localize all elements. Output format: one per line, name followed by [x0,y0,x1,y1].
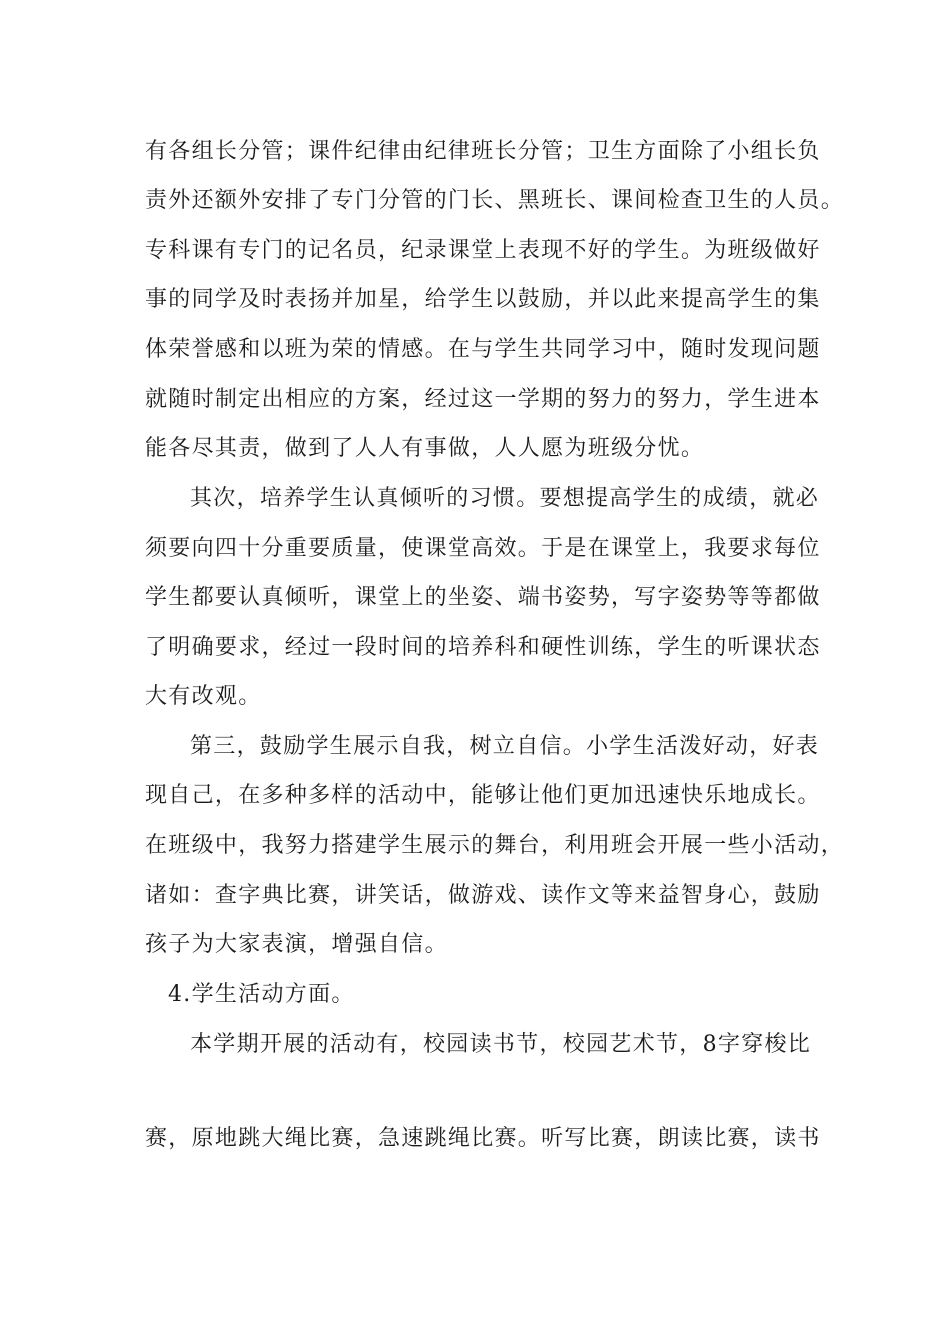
paragraph-start-line: 其次，培养学生认真倾听的习惯。要想提高学生的成绩，就必 [190,486,820,511]
text-line: 有各组长分管；课件纪律由纪律班长分管；卫生方面除了小组长负 [145,139,821,164]
paragraph-start-line: 第三，鼓励学生展示自我，树立自信。小学生活泼好动，好表 [190,734,820,759]
section-heading: 4.学生活动方面。 [168,982,355,1007]
text-line: 在班级中，我努力搭建学生展示的舞台，利用班会开展一些小活动， [145,833,845,858]
text-line: 诸如：查字典比赛，讲笑话，做游戏、读作文等来益智身心，鼓励 [145,883,821,908]
text-line: 了明确要求，经过一段时间的培养科和硬性训练，学生的听课状态 [145,635,821,660]
text-line: 体荣誉感和以班为荣的情感。在与学生共同学习中，随时发现问题 [145,337,821,362]
text-line: 现自己，在多种多样的活动中，能够让他们更加迅速快乐地成长。 [145,783,821,808]
text-line: 专科课有专门的记名员，纪录课堂上表现不好的学生。为班级做好 [145,238,821,263]
text-line: 学生都要认真倾听，课堂上的坐姿、端书姿势，写字姿势等等都做 [145,585,821,610]
text-line: 责外还额外安排了专门分管的门长、黑班长、课间检查卫生的人员。 [145,188,845,213]
text-line: 就随时制定出相应的方案，经过这一学期的努力的努力，学生进本 [145,387,821,412]
text-line: 孩子为大家表演，增强自信。 [145,932,448,957]
text-line: 事的同学及时表扬并加星，给学生以鼓励，并以此来提高学生的集 [145,287,821,312]
text-line: 能各尽其责，做到了人人有事做，人人愿为班级分忧。 [145,436,705,461]
paragraph-start-line: 本学期开展的活动有，校园读书节，校园艺术节，8字穿梭比 [190,1032,812,1057]
text-line: 大有改观。 [145,684,262,709]
text-line: 赛，原地跳大绳比赛，急速跳绳比赛。听写比赛，朗读比赛，读书 [145,1126,821,1151]
text-line: 须要向四十分重要质量，使课堂高效。于是在课堂上，我要求每位 [145,536,821,561]
